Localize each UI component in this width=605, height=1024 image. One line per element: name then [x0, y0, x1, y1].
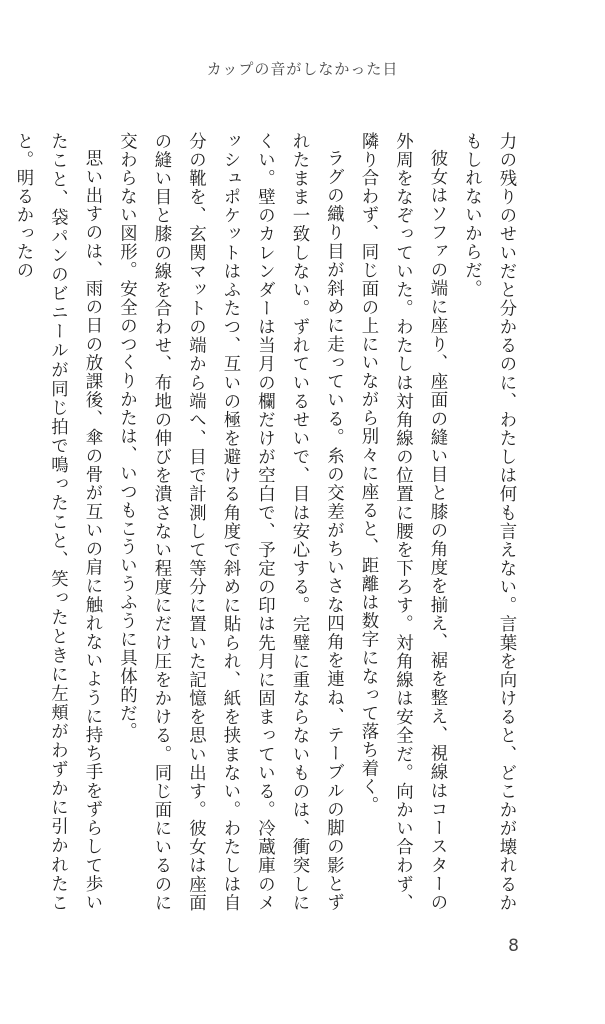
body-text: [6, 132, 524, 912]
page-number: 8: [508, 936, 519, 956]
paragraph: 彼女はソファの端に座り、座面の縫い目と膝の角度を揃え、裾を整え、視線はコースターの外周をなぞっていた。わたしは対角線の位置に腰を下ろす。対角線は安全だ。向かい合わず、隣り合わず、同じ面の上にいながら別々に座ると、距離は数字になって落ち着く。: [358, 132, 447, 912]
paragraph: ラグの織り目が斜めに走っている。糸の交差がちいさな四角を連ね、テーブルの脚の影とずれたまま一致しない。ずれているせいで、目は安心する。完璧に重ならないものは、衝突しにくい。壁のカレンダーは当月の欄だけが空白で、予定の印は先月に固まっている。冷蔵庫のメッシュポケットはふたつ、互いの極を避ける角度で斜めに貼られ、紙を挟まない。わたしは自分の靴を、玄関マットの端から端へ、目で計測して等分に置いた記憶を思い出す。彼女は座面の縫い目と膝の線を合わせ、布地の伸びを潰さない程度にだけ圧をかける。同じ面にいるのに交わらない図形。安全のつくりかたは、いつもこういうふうに具体的だ。: [116, 132, 344, 912]
paragraph: 思い出すのは、雨の日の放課後、傘の骨が互いの肩に触れないように持ち手をずらして歩いたこと、袋パンのビニールが同じ拍で鳴ったこと、笑ったときに左頬がわずかに引かれたこと。明るかったの: [13, 132, 102, 912]
paragraph: 力の残りのせいだと分かるのに、わたしは何も言えない。言葉を向けると、どこかが壊れるかもしれないからだ。: [461, 132, 516, 912]
running-title: カップの音がしなかった日: [206, 60, 399, 78]
